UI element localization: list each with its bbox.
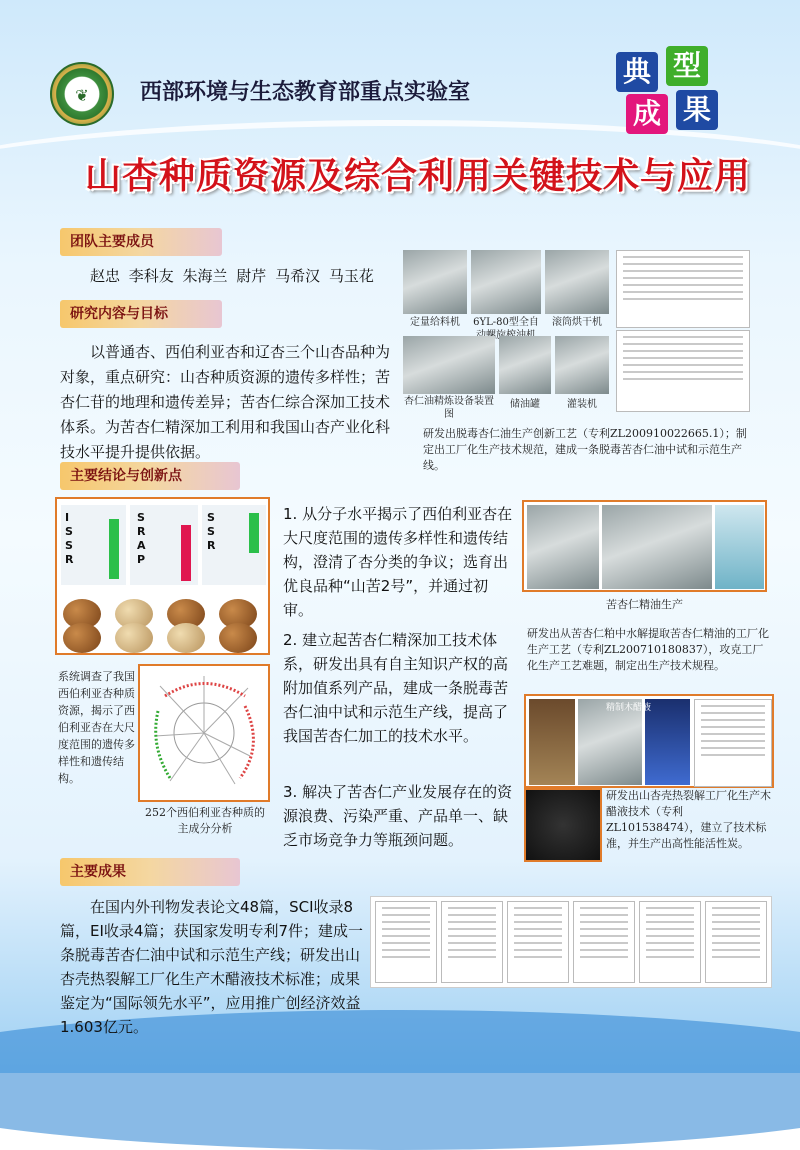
badge-char-4: 果 — [676, 90, 718, 130]
vinegar-photos — [524, 694, 774, 788]
marker-label-issr: ISSR — [65, 511, 74, 566]
conclusion-2: 2. 建立起苦杏仁精深加工技术体系，研发出具有自主知识产权的高附加值系列产品，建成一条脱毒苦杏仁油中试和示范生产线，提高了我国苦杏仁加工的技术水平。 — [283, 631, 509, 745]
conclusion-3: 3. 解决了苦杏仁产业发展存在的资源浪费、污染严重、产品单一、缺乏市场竞争力等瓶颈问题。 — [283, 783, 513, 849]
equipment-photo-grid — [403, 250, 611, 410]
conclusions-heading: 主要结论与创新点 — [60, 462, 240, 490]
essential-oil-caption: 苦杏仁精油生产 — [606, 598, 683, 611]
activated-carbon-photo — [524, 788, 602, 862]
paper-4 — [573, 901, 635, 983]
marker-label-srap: SRAP — [137, 511, 146, 566]
badge-char-3: 成 — [626, 94, 668, 134]
caption-filler: 灌装机 — [567, 399, 597, 410]
vinegar-text: 研发出山杏壳热裂解工厂化生产木醋液技术（专利ZL101538474），建立了技术标准，并生产出高性能活性炭。 — [606, 789, 771, 850]
vinegar-certificate — [694, 699, 772, 787]
marker-label-ssr: SSR — [207, 511, 216, 552]
publication-strip — [370, 896, 772, 988]
university-logo: ❦ — [50, 62, 114, 126]
tree-note: 系统调查了我国西伯利亚杏种质资源，揭示了西伯利亚杏在大尺度范围的遗传多样性和遗传结构。 — [58, 670, 135, 785]
paper-6 — [705, 901, 767, 983]
tree-caption: 252个西伯利亚杏种质的主成分分析 — [145, 806, 265, 835]
paper-2 — [441, 901, 503, 983]
refining-photo — [403, 336, 495, 394]
dryer-photo — [545, 250, 609, 314]
certificate-document — [616, 330, 750, 412]
molecular-marker-figure — [55, 497, 270, 655]
team-heading: 团队主要成员 — [60, 228, 222, 256]
team-members: 赵忠 李科友 朱海兰 尉芹 马希汉 马玉花 — [90, 267, 374, 285]
conclusion-1: 1. 从分子水平揭示了西伯利亚杏在大尺度范围的遗传多样性和遗传结构，澄清了杏分类的争议；选育出优良品种“山苦2号”，并通过初审。 — [283, 505, 513, 619]
phylogenetic-tree-figure — [138, 664, 270, 802]
essential-oil-photos — [522, 500, 767, 592]
poster-title: 山杏种质资源及综合利用关键技术与应用 — [85, 156, 752, 197]
caption-dryer: 滚筒烘干机 — [552, 317, 602, 328]
paper-1 — [375, 901, 437, 983]
badge-char-2: 型 — [666, 46, 708, 86]
equipment-summary: 研发出脱毒杏仁油生产创新工艺（专利ZL200910022665.1）；制定出工厂化生产技术规范，建成一条脱毒苦杏仁油中试和示范生产线。 — [423, 427, 747, 472]
paper-3 — [507, 901, 569, 983]
essential-oil-text: 研发出从苦杏仁粕中水解提取苦杏仁精油的工厂化生产工艺（专利ZL200710180837），攻克工厂化生产工艺难题，制定出生产技术规程。 — [527, 627, 769, 672]
lab-name: 西部环境与生态教育部重点实验室 — [140, 80, 471, 105]
vinegar-label: 精制木醋液 — [606, 703, 652, 713]
caption-refining: 杏仁油精炼设备装置图 — [404, 396, 494, 420]
patent-document — [616, 250, 750, 328]
tank-photo — [499, 336, 551, 394]
caption-tank: 储油罐 — [510, 399, 540, 410]
results-text: 在国内外刊物发表论文48篇，SCI收录8篇，EI收录4篇；获国家发明专利7件；建成一条脱毒苦杏仁油中试和示范生产线；研发出山杏壳热裂解工厂化生产木醋液技术标准；成果鉴定为“国际领先水平”，应用推广创经济效益1.603亿元。 — [60, 898, 363, 1036]
tree-diagram — [140, 666, 268, 800]
paper-5 — [639, 901, 701, 983]
results-heading: 主要成果 — [60, 858, 240, 886]
filler-photo — [555, 336, 609, 394]
research-text: 以普通杏、西伯利亚杏和辽杏三个山杏品种为对象，重点研究：山杏种质资源的遗传多样性；苦杏仁苷的地理和遗传差异；苦杏仁综合深加工技术体系。为苦杏仁精深加工利用和我国山杏产业化科技水平提升提供依据。 — [60, 343, 391, 461]
press-photo — [471, 250, 541, 314]
caption-feeder: 定量给料机 — [410, 317, 460, 328]
caption-press: 6YL-80型全自 — [473, 317, 539, 328]
badge-char-1: 典 — [616, 52, 658, 92]
research-heading: 研究内容与目标 — [60, 300, 222, 328]
feeder-photo — [403, 250, 467, 314]
